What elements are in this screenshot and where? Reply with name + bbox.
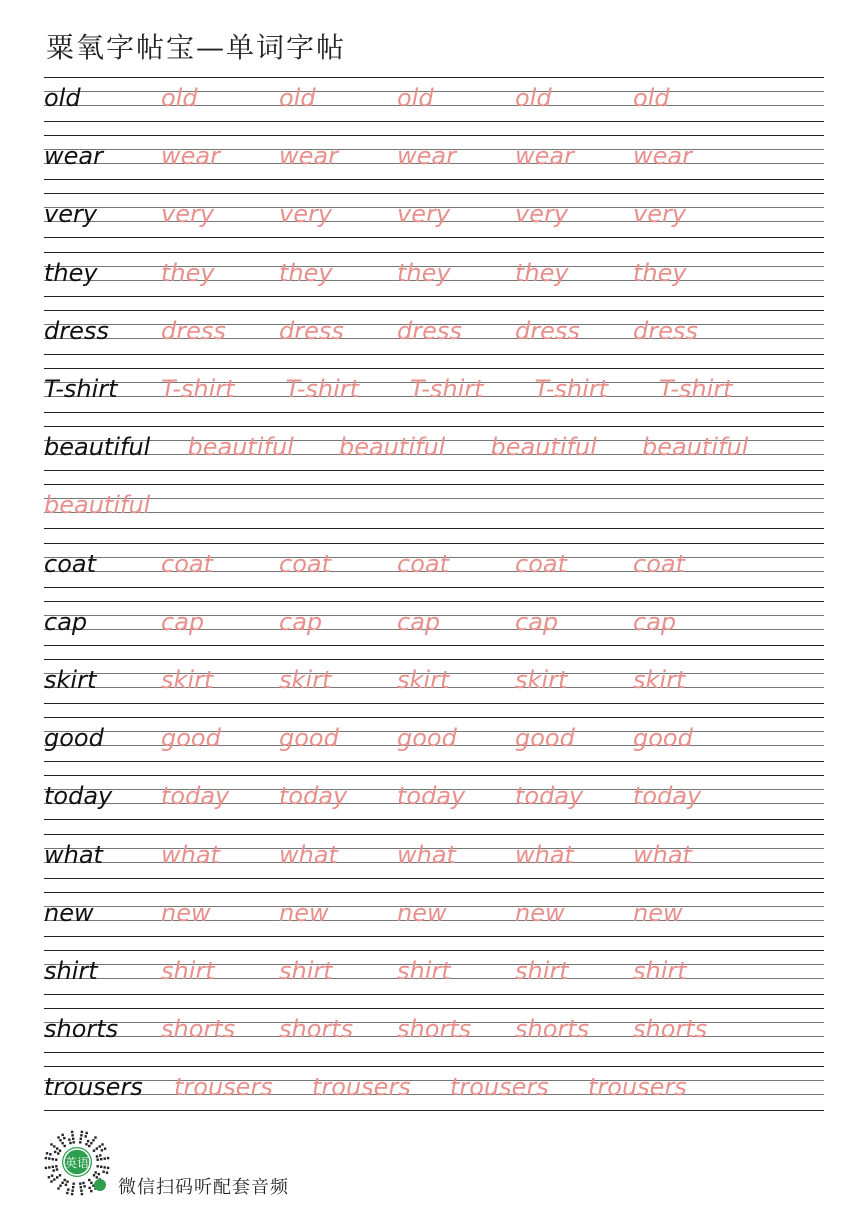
qr-dot	[79, 1183, 81, 1185]
qr-dot	[83, 1185, 85, 1187]
practice-row	[44, 1066, 824, 1112]
trace-word: shirt	[161, 957, 215, 985]
guide-line	[44, 252, 824, 253]
qr-code-icon	[42, 1128, 112, 1198]
trace-word: dress	[397, 316, 462, 345]
qr-dot	[57, 1187, 59, 1189]
guide-line	[44, 179, 824, 180]
qr-dot	[81, 1193, 83, 1195]
qr-dot	[107, 1167, 109, 1169]
qr-dot	[101, 1143, 103, 1145]
qr-dot	[88, 1179, 90, 1181]
qr-dot	[73, 1141, 75, 1143]
qr-dot	[50, 1180, 52, 1182]
guide-line	[44, 834, 824, 835]
trace-word: today	[633, 782, 702, 811]
model-word: beautiful	[44, 433, 151, 462]
guide-line	[44, 296, 824, 297]
qr-dot	[55, 1165, 57, 1167]
model-word: skirt	[44, 666, 97, 694]
qr-dot	[100, 1166, 102, 1168]
trace-word: good	[515, 724, 575, 753]
practice-row	[44, 834, 824, 880]
qr-dot	[52, 1158, 54, 1160]
trace-word: trousers	[450, 1073, 549, 1102]
trace-word: cap	[279, 607, 323, 636]
guide-line	[44, 77, 824, 78]
trace-word: shorts	[279, 1015, 354, 1044]
trace-word: shorts	[397, 1015, 472, 1044]
qr-dot	[59, 1185, 61, 1187]
qr-dot	[52, 1166, 54, 1168]
qr-dot	[63, 1137, 65, 1139]
qr-dot	[96, 1155, 98, 1157]
guide-line	[44, 1094, 824, 1095]
qr-dot	[49, 1153, 51, 1155]
trace-word: wear	[397, 142, 456, 171]
guide-line	[44, 121, 824, 122]
qr-dot	[90, 1182, 92, 1184]
model-word: they	[44, 258, 98, 287]
trace-word: coat	[161, 549, 213, 578]
guide-line	[44, 1110, 824, 1111]
model-word: today	[44, 782, 113, 811]
trace-word: trousers	[588, 1073, 687, 1102]
qr-dot	[90, 1190, 92, 1192]
qr-dot	[66, 1192, 68, 1194]
qr-dot	[53, 1178, 55, 1180]
trace-word: T-shirt	[161, 375, 235, 403]
qr-dot	[57, 1152, 59, 1154]
qr-dot	[54, 1151, 56, 1153]
trace-word: today	[515, 782, 584, 811]
trace-word: old	[279, 84, 316, 112]
qr-dot	[57, 1136, 59, 1138]
trace-word: old	[633, 84, 670, 112]
qr-dot	[71, 1131, 73, 1133]
guide-line	[44, 587, 824, 588]
guide-line	[44, 892, 824, 893]
trace-word: dress	[633, 316, 698, 345]
qr-dot	[93, 1174, 95, 1176]
qr-dot	[88, 1145, 90, 1147]
qr-dot	[90, 1142, 92, 1144]
trace-word: what	[279, 840, 338, 869]
model-word: trousers	[44, 1073, 143, 1102]
trace-word: old	[397, 84, 434, 112]
qr-dot	[95, 1171, 97, 1173]
guide-line	[44, 135, 824, 136]
qr-dot	[64, 1179, 66, 1181]
trace-word: old	[161, 84, 198, 112]
trace-word: skirt	[633, 666, 686, 694]
trace-word: new	[279, 898, 329, 927]
trace-word: beautiful	[490, 433, 597, 462]
qr-dot	[81, 1131, 83, 1133]
trace-word: coat	[279, 549, 331, 578]
trace-word: old	[515, 84, 552, 112]
qr-dot	[97, 1165, 99, 1167]
qr-dot	[79, 1141, 81, 1143]
qr-dot	[55, 1159, 57, 1161]
qr-dot	[65, 1184, 67, 1186]
practice-row	[44, 659, 824, 705]
trace-word: dress	[515, 316, 580, 345]
trace-word: very	[279, 200, 333, 229]
trace-word: cap	[515, 607, 559, 636]
trace-word: coat	[633, 549, 685, 578]
qr-dot	[94, 1136, 96, 1138]
qr-dot	[99, 1154, 101, 1156]
qr-dot	[46, 1152, 48, 1154]
model-word: wear	[44, 142, 103, 171]
qr-dot	[72, 1186, 74, 1188]
trace-word: coat	[397, 549, 449, 578]
trace-word: shirt	[397, 957, 451, 985]
trace-word: T-shirt	[410, 375, 484, 403]
trace-word: skirt	[279, 666, 332, 694]
practice-row	[44, 543, 824, 589]
qr-dot	[53, 1145, 55, 1147]
trace-word: what	[515, 840, 574, 869]
trace-word: new	[633, 898, 683, 927]
practice-row	[44, 1008, 824, 1054]
qr-dot	[97, 1159, 99, 1161]
guide-line	[44, 645, 824, 646]
practice-row	[44, 601, 824, 647]
trace-word: shorts	[515, 1015, 590, 1044]
qr-dot	[87, 1140, 89, 1142]
trace-word: trousers	[174, 1073, 273, 1102]
qr-dot	[59, 1139, 61, 1141]
trace-word: wear	[279, 142, 338, 171]
guide-line	[44, 470, 824, 471]
model-word: old	[44, 84, 81, 112]
model-word: dress	[44, 316, 109, 345]
guide-line	[44, 717, 824, 718]
qr-dot	[71, 1193, 73, 1195]
qr-dot	[56, 1176, 58, 1178]
guide-line	[44, 819, 824, 820]
trace-word: beautiful	[44, 491, 151, 520]
qr-dot	[80, 1190, 82, 1192]
trace-word: beautiful	[187, 433, 294, 462]
trace-word: very	[515, 200, 569, 229]
qr-dot	[59, 1174, 61, 1176]
trace-word: beautiful	[339, 433, 446, 462]
qr-dot	[66, 1181, 68, 1183]
guide-line	[44, 1008, 824, 1009]
trace-word: cap	[397, 607, 441, 636]
practice-row	[44, 775, 824, 821]
guide-line	[44, 775, 824, 776]
qr-dot	[93, 1150, 95, 1152]
qr-dot	[48, 1157, 50, 1159]
guide-line	[44, 426, 824, 427]
trace-word: dress	[161, 316, 226, 345]
model-word: very	[44, 200, 98, 229]
trace-word: what	[633, 840, 692, 869]
guide-line	[44, 484, 824, 485]
trace-word: shirt	[633, 957, 687, 985]
trace-word: wear	[633, 142, 692, 171]
qr-dot	[100, 1158, 102, 1160]
trace-word: today	[397, 782, 466, 811]
trace-word: good	[633, 724, 693, 753]
trace-word: cap	[633, 607, 677, 636]
qr-dot	[104, 1166, 106, 1168]
trace-word: new	[515, 898, 565, 927]
qr-dot	[89, 1187, 91, 1189]
guide-line	[44, 237, 824, 238]
qr-dot	[50, 1143, 52, 1145]
trace-word: they	[161, 258, 215, 287]
qr-dot	[59, 1150, 61, 1152]
guide-line	[44, 950, 824, 951]
guide-line	[44, 659, 824, 660]
qr-dot	[85, 1143, 87, 1145]
qr-dot	[104, 1148, 106, 1150]
qr-dot	[68, 1139, 70, 1141]
trace-word: dress	[279, 316, 344, 345]
qr-dot	[72, 1138, 74, 1140]
trace-word: cap	[161, 607, 205, 636]
qr-dot	[106, 1172, 108, 1174]
trace-word: T-shirt	[285, 375, 360, 403]
guide-line	[44, 193, 824, 194]
guide-line	[44, 761, 824, 762]
model-word: what	[44, 840, 103, 869]
model-word: coat	[44, 549, 96, 578]
trace-word: good	[279, 724, 339, 753]
qr-dot	[56, 1168, 58, 1170]
trace-word: very	[161, 200, 215, 229]
qr-dot	[96, 1176, 98, 1178]
qr-dot	[80, 1134, 82, 1136]
trace-word: trousers	[312, 1073, 411, 1102]
guide-line	[44, 994, 824, 995]
trace-word: they	[633, 258, 687, 287]
trace-word: today	[279, 782, 348, 811]
model-word: good	[44, 724, 104, 753]
model-word: shorts	[44, 1015, 119, 1044]
practice-row	[44, 77, 824, 123]
practice-row	[44, 484, 824, 530]
trace-word: beautiful	[642, 433, 749, 462]
trace-word: shirt	[515, 957, 569, 985]
qr-dot	[82, 1182, 84, 1184]
page-title: 粟氧字帖宝—单词字帖	[46, 31, 347, 64]
qr-dot	[48, 1166, 50, 1168]
guide-line	[44, 1080, 824, 1081]
qr-dot	[48, 1176, 50, 1178]
trace-word: shirt	[279, 957, 333, 985]
model-word: new	[44, 898, 94, 927]
qr-dot	[56, 1147, 58, 1149]
trace-word: skirt	[397, 666, 450, 694]
trace-word: skirt	[515, 666, 568, 694]
qr-dot	[104, 1157, 106, 1159]
practice-row	[44, 135, 824, 181]
qr-dot	[107, 1157, 109, 1159]
guide-line	[44, 498, 824, 499]
trace-word: they	[397, 258, 451, 287]
guide-line	[44, 512, 824, 513]
trace-word: coat	[515, 549, 567, 578]
qr-dot	[86, 1132, 88, 1134]
trace-word: good	[397, 724, 457, 753]
model-word: cap	[44, 607, 88, 636]
practice-row	[44, 950, 824, 996]
qr-dot	[45, 1157, 47, 1159]
qr-dot	[80, 1138, 82, 1140]
qr-dot	[61, 1182, 63, 1184]
trace-word: T-shirt	[534, 375, 609, 403]
scan-instruction: 微信扫码听配套音频	[118, 1177, 289, 1198]
trace-word: skirt	[161, 666, 214, 694]
trace-word: wear	[515, 142, 574, 171]
qr-badge-label: 英语	[64, 1156, 90, 1170]
qr-dot	[92, 1139, 94, 1141]
model-word: T-shirt	[44, 375, 118, 403]
qr-dot	[96, 1147, 98, 1149]
trace-word: T-shirt	[659, 375, 733, 403]
qr-dot	[45, 1167, 47, 1169]
model-word: shirt	[44, 957, 98, 985]
qr-dot	[102, 1171, 104, 1173]
guide-line	[44, 543, 824, 544]
guide-line	[44, 368, 824, 369]
trace-word: shorts	[161, 1015, 236, 1044]
guide-line	[44, 1052, 824, 1053]
practice-row	[44, 426, 824, 472]
guide-line	[44, 601, 824, 602]
trace-word: what	[161, 840, 220, 869]
practice-row	[44, 310, 824, 356]
qr-dot	[85, 1135, 87, 1137]
qr-dot	[98, 1173, 100, 1175]
guide-line	[44, 936, 824, 937]
practice-row	[44, 368, 824, 414]
guide-line	[44, 412, 824, 413]
qr-dot	[80, 1186, 82, 1188]
trace-word: what	[397, 840, 456, 869]
trace-word: they	[515, 258, 569, 287]
qr-dot	[71, 1190, 73, 1192]
qr-dot	[69, 1142, 71, 1144]
qr-dot	[62, 1134, 64, 1136]
trace-word: new	[161, 898, 211, 927]
trace-word: good	[161, 724, 221, 753]
qr-dot	[53, 1169, 55, 1171]
practice-row	[44, 252, 824, 298]
qr-dot	[71, 1134, 73, 1136]
qr-dot	[61, 1142, 63, 1144]
qr-dot	[99, 1145, 101, 1147]
trace-word: new	[397, 898, 447, 927]
guide-line	[44, 878, 824, 879]
trace-word: wear	[161, 142, 220, 171]
qr-dot	[73, 1183, 75, 1185]
trace-word: shorts	[633, 1015, 708, 1044]
trace-word: they	[279, 258, 333, 287]
qr-dot	[51, 1175, 53, 1177]
practice-row	[44, 717, 824, 763]
guide-line	[44, 703, 824, 704]
qr-dot	[64, 1145, 66, 1147]
trace-word: very	[633, 200, 687, 229]
guide-line	[44, 528, 824, 529]
qr-dot	[67, 1188, 69, 1190]
practice-row	[44, 892, 824, 938]
trace-word: very	[397, 200, 451, 229]
qr-dot	[101, 1149, 103, 1151]
guide-line	[44, 1066, 824, 1067]
guide-line	[44, 354, 824, 355]
practice-row	[44, 193, 824, 239]
trace-word: today	[161, 782, 230, 811]
guide-line	[44, 310, 824, 311]
